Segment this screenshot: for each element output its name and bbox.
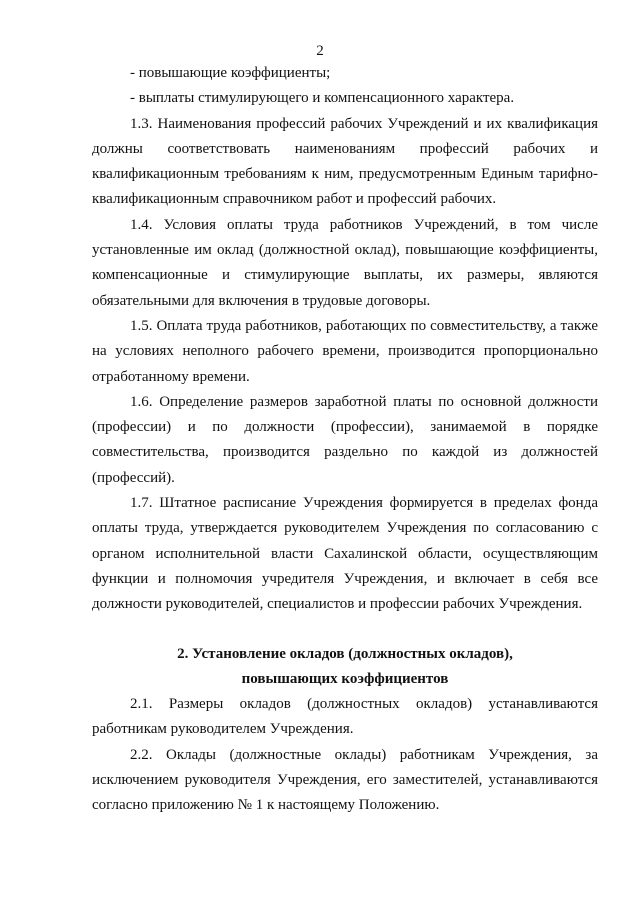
paragraph-1-6: 1.6. Определение размеров заработной платы по основной должности (профессии) и по должности (профессии), занимаемой в порядке совместительства, производится раздельно по каждой из должностей (профессий). bbox=[92, 393, 598, 486]
paragraph-1-7: 1.7. Штатное расписание Учреждения формируется в пределах фонда оплаты труда, утверждается руководителем Учреждения по согласованию с органом исполнительной власти Сахалинской области, осуществляющим функции и полномочия учредителя Учреждения, и включает в себя все должности руководителей, специалистов и профессии рабочих Учреждения. bbox=[92, 495, 598, 613]
list-item-coefficients: - повышающие коэффициенты; bbox=[130, 65, 331, 81]
paragraph-1-4: 1.4. Условия оплаты труда работников Учреждений, в том числе установленные им оклад (должностной оклад), повышающие коэффициенты, компенсационные и стимулирующие выплаты, их размеры, являются обязательными для включения в трудовые договоры. bbox=[92, 216, 598, 309]
section-2-heading-continued: повышающих коэффициентов bbox=[241, 670, 449, 687]
paragraph-2-1: 2.1. Размеры окладов (должностных окладов) устанавливаются работникам руководителем Учреждения. bbox=[92, 696, 598, 738]
section-2-heading: 2. Установление окладов (должностных окладов), bbox=[177, 645, 513, 662]
page-number: 2 bbox=[316, 43, 324, 59]
paragraph-1-3: 1.3. Наименования профессий рабочих Учреждений и их квалификация должны соответствовать наименованиям профессий рабочих и квалификационным требованиям к ним, предусмотренным Единым тарифно-квалификационным справочником работ и профессий рабочих. bbox=[92, 115, 598, 208]
paragraph-2-2: 2.2. Оклады (должностные оклады) работникам Учреждения, за исключением руководителя Учреждения, его заместителей, устанавливаются согласно приложению № 1 к настоящему Положению. bbox=[92, 746, 598, 814]
document-body bbox=[92, 61, 598, 819]
list-item-payments: - выплаты стимулирующего и компенсационного характера. bbox=[130, 90, 515, 107]
paragraph-1-5: 1.5. Оплата труда работников, работающих по совместительству, а также на условиях неполного рабочего времени, производится пропорционально отработанному времени. bbox=[92, 317, 598, 385]
